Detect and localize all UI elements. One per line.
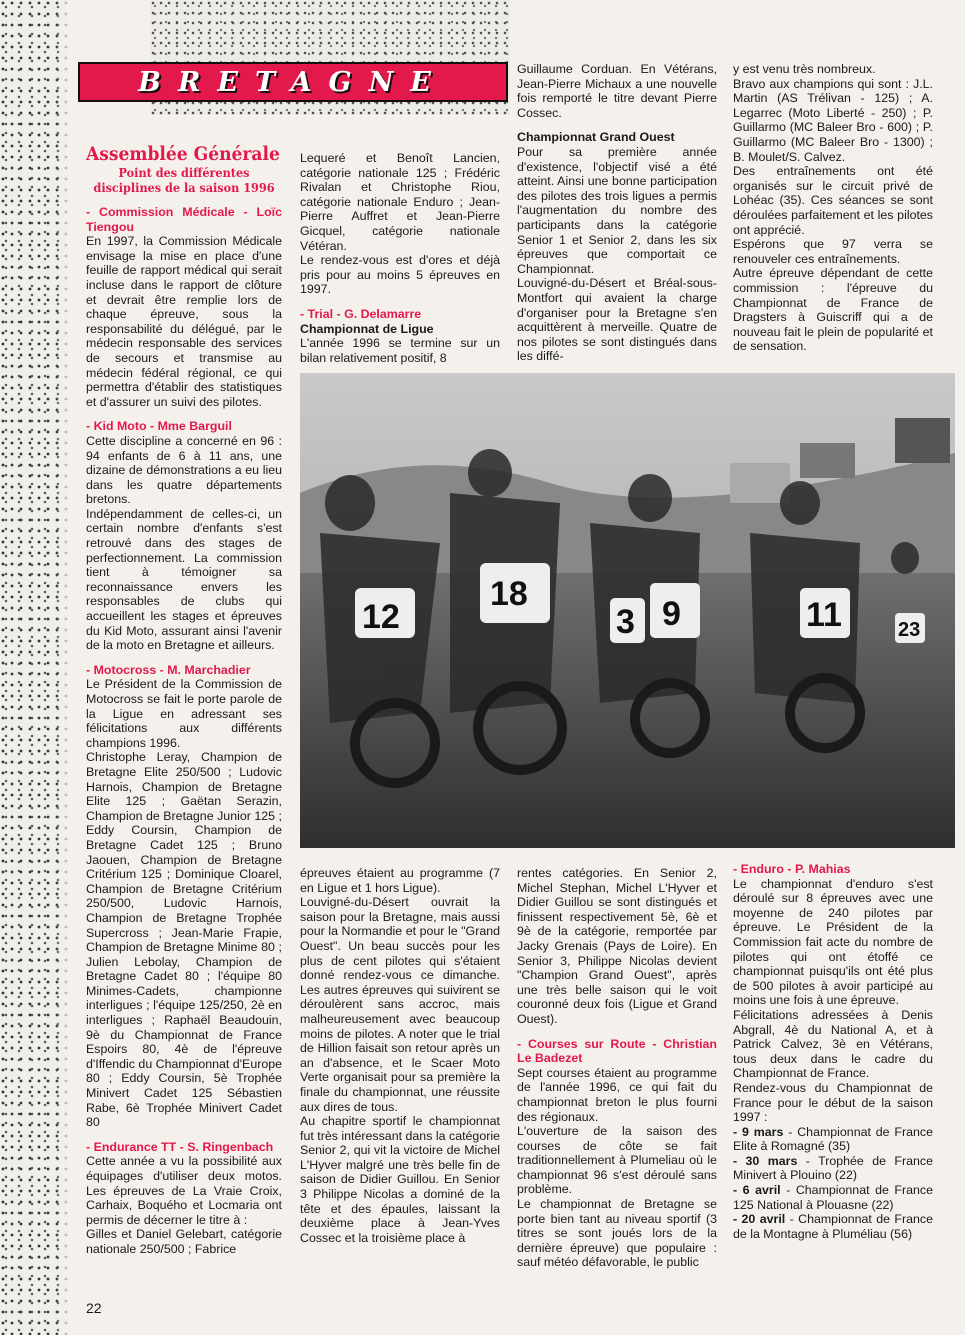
event-date: - 20 avril xyxy=(733,1212,786,1227)
paragraph: y est venu très nombreux. xyxy=(733,62,876,76)
paragraph: épreuves étaient au programme (7 en Ligue et 1 hors Ligue). xyxy=(300,866,500,895)
event-item xyxy=(733,1154,933,1183)
flag xyxy=(800,443,855,478)
column-3-top xyxy=(517,62,717,364)
rider-helmet xyxy=(891,542,919,574)
paragraph: Pour sa première année d'existence, l'objectif visé a été atteint. Ainsi une bonne participation des pilotes des trois ligues a permis l'augmentation du nombre des participants dans la catégorie Senior 1 et Senior 2, dans les six épreuves que comportait ce Championnat. xyxy=(517,144,717,276)
event-date: - 6 avril xyxy=(733,1183,781,1198)
banner-title: BRETAGNE xyxy=(138,66,448,98)
headline-subtitle: Point des différentes disciplines de la saison 1996 xyxy=(93,165,275,195)
paragraph: rentes catégories. En Senior 2, Michel Stephan, Michel L'Hyver et Didier Guillou se sont distingués et finissent respectivement 5è, 6è et 9è de la catégorie, remportée par Jacky Grenais (Pays de Loire). En Senior 3, Philippe Nicolas devient "Champion Grand Ouest", après une très belle saison qui le voit couronné deux fois (Ligue et Grand Ouest). xyxy=(517,866,717,1026)
paragraph: Louvigné-du-Désert ouvrait la saison pour la Bretagne, mais aussi pour la Normandie et pour le "Grand Ouest". Un beau succès pour les plus de cent pilotes qui s'étaient donné rendez-vous ce dimanche. Les autres épreuves qui suivirent se déroulèrent sans accroc, mais malheureusement avec beaucoup moins de pilotes. A noter que le trial de Hillion faisait son retour après un an d'absence, et le Scaer Moto Verte organisait pour sa première la finale du championnat, une réussite aux dires de tous. xyxy=(300,895,500,1114)
column-4-top xyxy=(733,62,933,354)
paragraph: Louvigné-du-Désert et Bréal-sous-Montfort qui avaient la charge d'organiser pour la Bretagne s'en acquittèrent à merveille. Quatre de nos pilotes se sont distingués dans les diffé- xyxy=(517,276,717,364)
paragraph: Sept courses étaient au programme de l'année 1996, ce qui fait du championnat breton le plus fourni des régionaux. xyxy=(517,1065,717,1124)
column-4-bottom xyxy=(733,862,933,1241)
headline-title: Assemblée Générale xyxy=(86,143,280,165)
column-1 xyxy=(86,143,282,1257)
bib-number: 11 xyxy=(806,596,842,634)
rider-helmet xyxy=(780,481,820,525)
paragraph: Gilles et Daniel Gelebart, catégorie nationale 250/500 ; Fabrice xyxy=(86,1227,282,1256)
flag xyxy=(895,418,950,463)
subheading: Championnat Grand Ouest xyxy=(517,130,675,145)
section-kidmoto-heading: - Kid Moto - Mme Barguil xyxy=(86,419,232,434)
section-medical-heading: - Commission Médicale - Loïc Tiengou xyxy=(86,205,282,234)
event-date: - 30 mars xyxy=(733,1153,798,1168)
bib-number: 23 xyxy=(898,619,921,641)
paragraph: Autre épreuve dépendant de cette commission : l'épreuve du Championnat de France de Dragsters à Guiscriff qui a de nouveau fait le plein de popularité et de sensation. xyxy=(733,266,933,354)
bib-number: 3 xyxy=(616,603,635,641)
paragraph: Espérons que 97 verra se renouveler ces entraînements. xyxy=(733,237,933,266)
section-endurance-heading: - Endurance TT - S. Ringenbach xyxy=(86,1139,274,1154)
paragraph: Cette année a vu la possibilité aux équipages d'utiliser deux motos. Les épreuves de La Vraie Croix, Carhaix, Boquého et Locmaria ont permis de décerner le titre à : xyxy=(86,1154,282,1227)
event-item xyxy=(733,1212,933,1241)
column-3-bottom xyxy=(517,866,717,1270)
event-date: - 9 mars xyxy=(733,1124,784,1139)
column-2-top xyxy=(300,151,500,365)
event-text: - Championnat de France Elite à Romagné (35) xyxy=(733,1124,933,1154)
motocross-photo-drawing xyxy=(300,373,955,848)
rider-helmet xyxy=(628,474,672,522)
bib-number: 9 xyxy=(662,595,681,633)
paragraph: Bravo aux champions qui sont : J.L. Martin (AS Trélivan - 125) ; A. Legarrec (Moto Liberté - 250) ; P. Guillarmo (MC Baleer Bro - 600) ; P. Guillarmo (MC Baleer Bro - 1300) ; B. Moulet/S. Calvez. xyxy=(733,76,933,164)
column-2-bottom xyxy=(300,866,500,1245)
paragraph: Indépendamment de celles-ci, un certain nombre d'enfants s'est retrouvé dans des stages de perfectionnement. La commission tient à témoigner sa reconnaissance envers les responsables de clubs qui accueillent les stages et épreuves du Kid Moto, assurant ainsi l'avenir de la moto en Bretagne et ailleurs. xyxy=(86,506,282,653)
left-decorative-border xyxy=(0,0,70,1335)
event-item xyxy=(733,1125,933,1154)
event-text: - Championnat de France 125 National à Plouasne (22) xyxy=(733,1183,933,1212)
paragraph: Christophe Leray, Champion de Bretagne Elite 250/500 ; Ludovic Harnois, Champion de Bretagne Elite 125 ; Gaëtan Serazin, Champion de Bretagne Junior 125 ; Eddy Coursin, Champion de Bretagne Cadet 125 ; Bruno Jaouen, Champion de Bretagne Critérium 125 ; Dominique Cloarel, Champion de Bretagne Critérium 250/500, Ludovic Harnois, Champion de Bretagne Trophée Supercross ; Jean-Marie Frapie, Champion de Bretagne Minime 80 ; Julien Lebolay, Champion de Bretagne Cadet 80 ; l'équipe 80 Minimes-Cadets, championne interligues ; l'équipe 125/250, 2è en interligues ; Raphaël Beaudouin, 9è du Championnat de France Espoirs 80, 4è de l'épreuve d'Iffendic du Championnat d'Europe 80 ; Eddy Coursin, 5è Trophée Minivert Cadet 125 Sébastien Rabe, 6è Trophée Minivert Cadet 80 xyxy=(86,750,283,1130)
paragraph: Lequeré et Benoît Lancien, catégorie nationale 125 ; Frédéric Rivalan et Christophe Riou, catégorie nationale Enduro ; Jean-Pierre Auffret et Jean-Pierre Gicquel, catégorie nationale Vétéran. xyxy=(300,151,500,253)
region-banner xyxy=(78,62,508,102)
motocross-photo xyxy=(300,373,955,848)
section-enduro-heading: - Enduro - P. Mahias xyxy=(733,862,851,876)
paragraph: L'ouverture de la saison des courses de côte se fait traditionnellement à Plumeliau où le championnat 96 s'est déroulé sans problème. xyxy=(517,1124,717,1197)
page-number: 22 xyxy=(86,1300,102,1316)
subheading: Championnat de Ligue xyxy=(300,321,434,336)
paragraph: Des entraînements ont été organisés sur le circuit privé de Lohéac (35). Ces séances se sont déroulées parfaitement et les pilotes ont apprécié. xyxy=(733,164,933,237)
paragraph: Au chapitre sportif le championnat fut très intéressant dans la catégorie Senior 2, qui vit la victoire de Michel L'Hyver malgré une très belle fin de saison de Didier Guillou. En Senior 3 Philippe Nicolas a dominé de la tête et des épaules, laissant la deuxième place à Jean-Yves Cossec et la troisième place à xyxy=(300,1114,500,1245)
paragraph: Le Président de la Commission de Motocross se fait le porte parole de la Ligue en adressant ses félicitations aux différents champions 1996. xyxy=(86,677,282,750)
bib-number: 12 xyxy=(362,598,400,636)
paragraph: Félicitations adressées à Denis Abgrall, 4è du National A, et à Patrick Calvez, 3è en Vétérans, tous deux dans le cadre du Championnat de France. xyxy=(733,1007,933,1081)
paragraph: Rendez-vous du Championnat de France pour le début de la saison 1997 : xyxy=(733,1080,933,1125)
event-text: - Trophée de France Minivert à Plouino (22) xyxy=(733,1153,933,1183)
bib-number: 18 xyxy=(490,575,528,613)
paragraph: L'année 1996 se termine sur un bilan relativement positif, 8 xyxy=(300,336,500,365)
paragraph: Cette discipline a concerné en 96 : 94 enfants de 6 à 11 ans, une dizaine de démonstrations a eu lieu dans les quatre départements bretons. xyxy=(86,433,282,507)
section-road-racing-heading: - Courses sur Route - Christian Le Badezet xyxy=(517,1036,717,1066)
paragraph: Guillaume Corduan. En Vétérans, Jean-Pierre Michaux a une nouvelle fois remporté le titre devant Pierre Cossec. xyxy=(517,62,717,120)
rider-helmet xyxy=(325,475,375,531)
event-text: - Championnat de France de la Montagne à Pluméliau (56) xyxy=(733,1212,933,1241)
section-trial-heading: - Trial - G. Delamarre xyxy=(300,306,422,321)
event-item xyxy=(733,1183,933,1212)
paragraph: Le rendez-vous est d'ores et déjà pris pour au moins 5 épreuves en 1997. xyxy=(300,253,500,297)
paragraph: Le championnat d'enduro s'est déroulé sur 8 épreuves avec une moyenne de 240 pilotes par épreuve. Le Président de la Commission fait acte du nombre de pilotes qui ont étoffé ce championnat puisqu'ils ont été plus de 500 pilotes à avoir participé au moins une fois à une épreuve. xyxy=(733,876,933,1008)
paragraph: En 1997, la Commission Médicale envisage la mise en place d'une feuille de rapport médical qui serait incluse dans le rapport de clôture et devrait être remplie lors de chaque épreuve, sous la responsabilité du délégué, par le médecin responsable des services de secours et transmise au médecin fédéral régional, ce qui permettra d'établir des statistiques et d'assurer un suivi des pilotes. xyxy=(86,234,282,409)
paragraph: Le championnat de Bretagne se porte bien tant au niveau sportif (3 titres se sont joués lors de la dernière épreuve) que populaire : sauf météo défavorable, le public xyxy=(517,1197,717,1270)
section-motocross-heading: - Motocross - M. Marchadier xyxy=(86,662,251,677)
rider-helmet xyxy=(468,449,512,497)
